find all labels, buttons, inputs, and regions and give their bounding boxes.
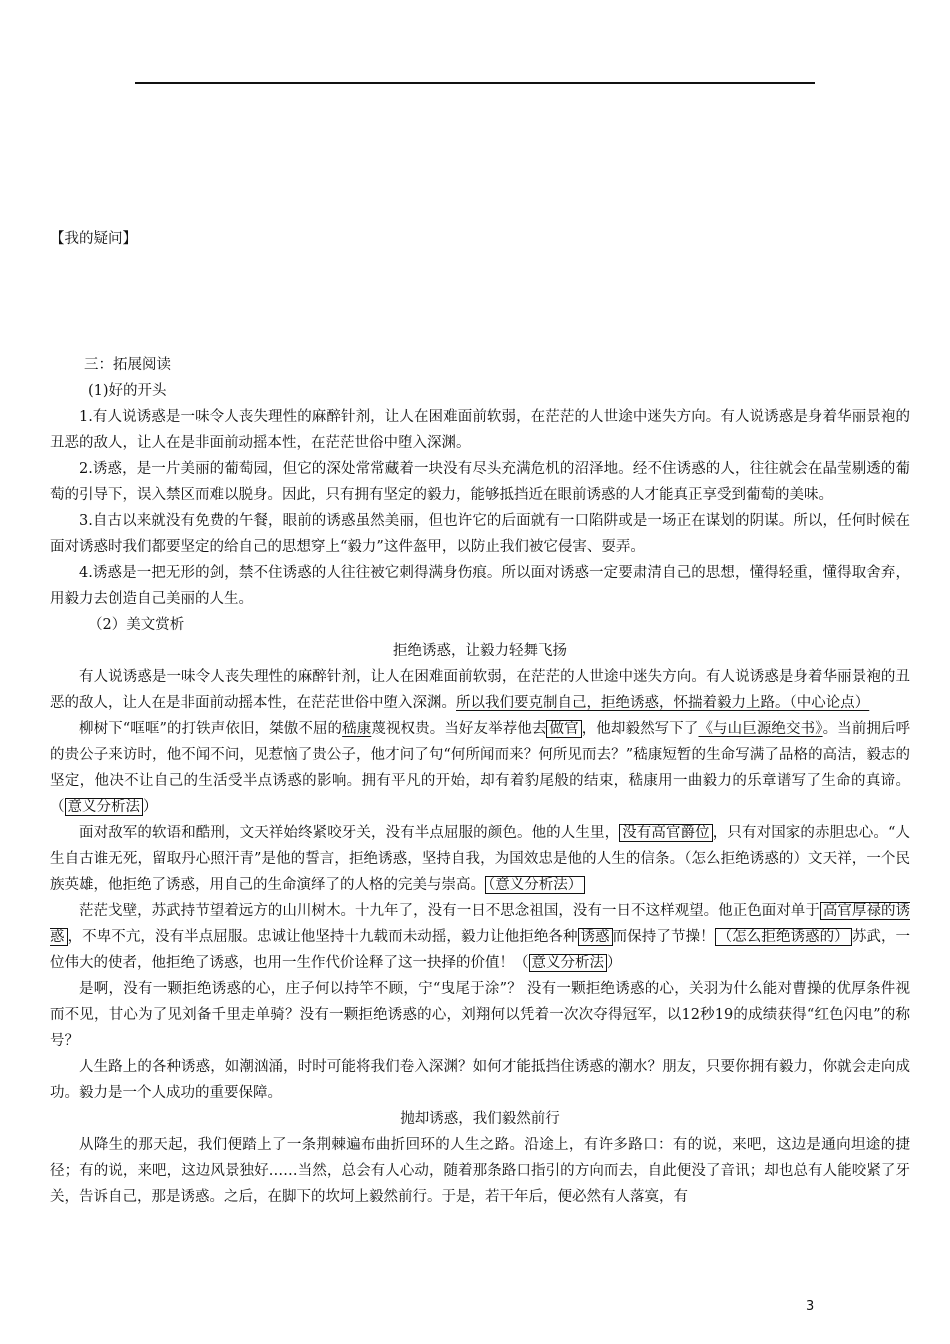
essay-paragraph — [50, 820, 910, 898]
paragraph-text: 蔑视权贵。当好友举荐他去 — [371, 721, 547, 737]
boxed-term: 诱惑 — [578, 928, 613, 946]
essay-paragraph: 人生路上的各种诱惑，如潮汹涌，时时可能将我们卷入深渊？如何才能抵挡住诱惑的潮水？朋友，只要你拥有毅力，你就会走向成功。毅力是一个人成功的重要保障。 — [50, 1059, 910, 1101]
paragraph-text: 而保持了节操！ — [612, 929, 715, 945]
opening-item: 2.诱惑，是一片美丽的葡萄园，但它的深处常常藏着一块没有尽头充满危机的沼泽地。经不住诱惑的人，往往就会在晶莹剔透的葡萄的引导下，误入禁区而难以脱身。因此，只有拥有坚定的毅力，能够抵挡近在眼前诱惑的人才能真正享受到葡萄的美味。 — [50, 461, 910, 503]
boxed-term: 没有高官爵位 — [619, 824, 713, 842]
boxed-term: 高官厚禄的诱惑 — [50, 903, 911, 945]
essay-title: 拒绝诱惑，让毅力轻舞飞扬 — [393, 643, 567, 659]
underlined-term: 嵇康 — [342, 721, 372, 737]
good-openings-title: (1)好的开头 — [88, 383, 167, 399]
paragraph-text: ） — [607, 955, 622, 971]
method-annotation: （怎么拒绝诱惑的） — [715, 928, 852, 946]
page-number: 3 — [806, 1299, 815, 1314]
paragraph-text: ，不卑不亢，没有半点屈服。忠诚让他坚持十九载而未动摇，毅力让他拒绝各种 — [67, 929, 578, 945]
essay-paragraph: 是啊，没有一颗拒绝诱惑的心，庄子何以持竿不顾，宁“曳尾于涂”？ 没有一颗拒绝诱惑的心，关羽为什么能对曹操的优厚条件视而不见，甘心为了见刘备千里走单骑？没有一颗拒绝诱惑的心，刘翔何以凭着一次次夺得冠军，以12秒19的成绩获得“红色闪电”的称号？ — [50, 981, 910, 1049]
doubt-heading: 【我的疑问】 — [50, 231, 137, 247]
section-title: 三：拓展阅读 — [84, 357, 171, 373]
essay-title: 抛却诱惑，我们毅然前行 — [400, 1111, 560, 1127]
paragraph-text: 茫茫戈壁，苏武持节望着远方的山川树木。十九年了，没有一日不思念祖国，没有一日不这样观望。他正色面对单于 — [79, 903, 820, 919]
paragraph-text: ，他却毅然写下了 — [581, 721, 699, 737]
document-body — [50, 226, 910, 1210]
paragraph-text: 有人说诱惑是一味令人丧失理性的麻醉针剂，让人在困难面前软弱，在茫茫的人世途中迷失方向。有人说诱惑是身着华丽景袍的丑恶的敌人，让人在是非面前动摇本性，在茫茫世俗中堕入深渊。 — [50, 669, 910, 711]
blank-answer-space — [50, 252, 910, 352]
essay-paragraph: 从降生的那天起，我们便踏上了一条荆棘遍布曲折回环的人生之路。沿途上，有许多路口：有的说，来吧，这边是通向坦途的捷径；有的说，来吧，这边风景独好……当然，总会有人心动，随着那条路口指引的方向而去，自此便没了音讯；却也总有人能咬紧了牙关，告诉自己，那是诱惑。之后，在脚下的坎坷上毅然前行。于是，若干年后，便必然有人落寞，有 — [50, 1137, 910, 1205]
boxed-term: 做官 — [546, 720, 581, 738]
underlined-term: 《与山巨源绝交书》 — [698, 721, 823, 737]
thesis-annotation: 所以我们要克制自己，拒绝诱惑，怀揣着毅力上路。（中心论点） — [456, 695, 870, 711]
method-annotation: 意义分析法 — [529, 954, 608, 972]
method-annotation: （意义分析法） — [485, 876, 585, 894]
essay-paragraph — [50, 664, 910, 716]
paragraph-text: 。当前拥后呼的贵公子来访时，他不闻不问，见惹恼了贵公子，他才问了句“何所闻而来？何所见而去？”嵇康短暂的生命写满了品格的高洁，毅志的坚定，他决不让自己的生活受半点诱惑的影响。拥有平凡的开始，却有着豹尾般的结束，嵇康用一曲毅力的乐章谱写了生命的真谛。（ — [50, 721, 911, 815]
opening-item: 4.诱惑是一把无形的剑，禁不住诱惑的人往往被它刺得满身伤痕。所以面对诱惑一定要肃清自己的思想，懂得轻重，懂得取舍弃，用毅力去创造自己美丽的人生。 — [50, 565, 910, 607]
appreciation-title: （2）美文赏析 — [88, 617, 185, 633]
paragraph-text: 柳树下“哐哐”的打铁声依旧，桀傲不屈的 — [79, 721, 343, 737]
header-rule — [135, 82, 815, 84]
essay-paragraph — [50, 898, 910, 976]
paragraph-text: ） — [143, 799, 158, 815]
opening-item: 1.有人说诱惑是一味令人丧失理性的麻醉针剂，让人在困难面前软弱，在茫茫的人世途中迷失方向。有人说诱惑是身着华丽景袍的丑恶的敌人，让人在是非面前动摇本性，在茫茫世俗中堕入深渊。 — [50, 409, 910, 451]
essay-paragraph — [50, 716, 910, 820]
paragraph-text: 苏武，一位伟大的使者，他拒绝了诱惑，也用一生作代价诠释了这一抉择的价值！（ — [50, 929, 911, 971]
paragraph-text: ，只有对国家的赤胆忠心。“人生自古谁无死，留取丹心照汗青”是他的誓言，拒绝诱惑，坚持自我，为国效忠是他的人生的信条。（怎么拒绝诱惑的）文天祥，一个民族英雄，他拒绝了诱惑，用自己的生命演绎了的人格的完美与崇高。 — [50, 825, 911, 893]
method-annotation: 意义分析法 — [65, 798, 144, 816]
paragraph-text: 面对敌军的软语和酷刑，文天祥始终紧咬牙关，没有半点屈服的颜色。他的人生里， — [79, 825, 620, 841]
opening-item: 3.自古以来就没有免费的午餐，眼前的诱惑虽然美丽，但也许它的后面就有一口陷阱或是一场正在谋划的阴谋。所以，任何时候在面对诱惑时我们都要坚定的给自己的思想穿上“毅力”这件盔甲，以防止我们被它侵害、耍弄。 — [50, 513, 910, 555]
